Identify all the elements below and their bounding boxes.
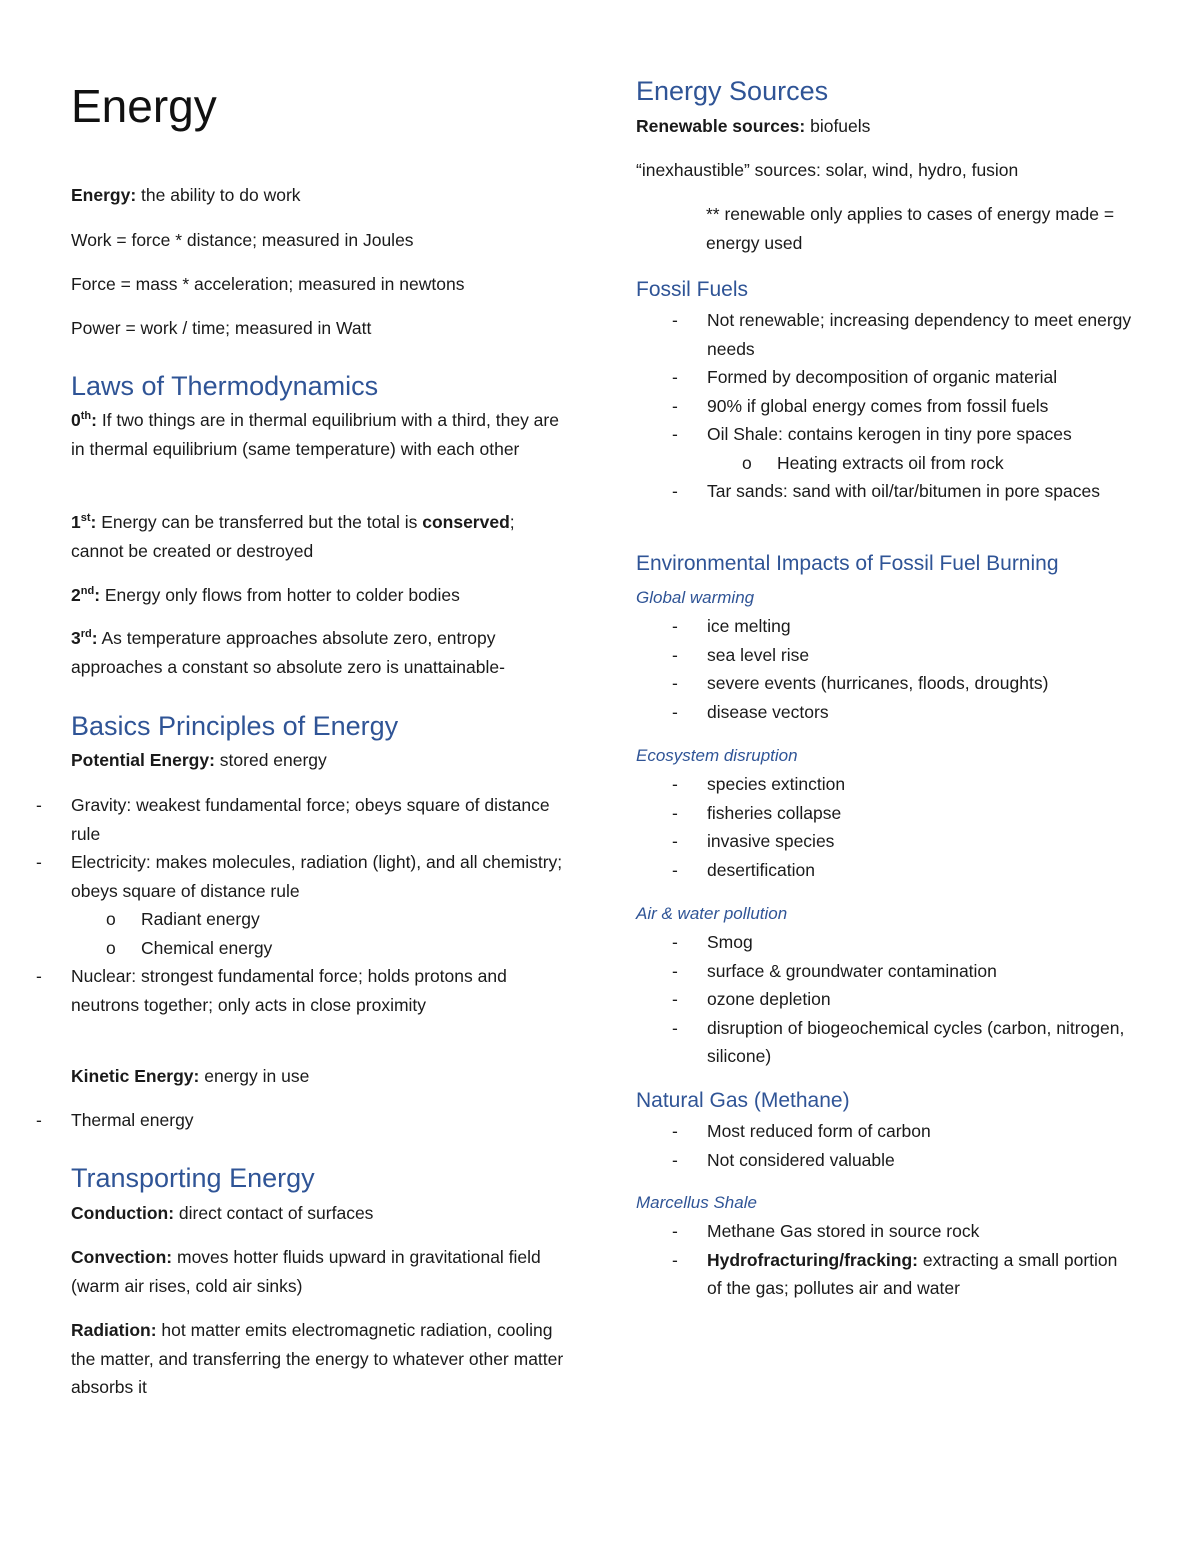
law-3: 3rd: As temperature approaches absolute zero, entropy approaches a constant so absolute zero is unattainable- [71,628,505,677]
sources-heading: Energy Sources [636,76,829,106]
force-definition: Force = mass * acceleration; measured in newtons [71,274,465,294]
ecosystem-heading: Ecosystem disruption [636,746,798,765]
inexhaustible-sources: “inexhaustible” sources: solar, wind, hydro, fusion [636,160,1019,180]
list-item: - disease vectors [672,701,829,722]
list-item: - Oil Shale: contains kerogen in tiny pore spaces [672,424,1072,444]
kinetic-energy: Kinetic Energy: energy in use [71,1066,310,1086]
radiation: Radiation: hot matter emits electromagnetic radiation, cooling the matter, and transferring the energy to whatever other matter absorbs it [71,1320,564,1397]
list-item: - Not renewable; increasing dependency to meet energy needs [672,310,1132,359]
list-item: - Gravity: weakest fundamental force; obeys square of distance rule [36,795,550,844]
list-item: - invasive species [672,831,835,851]
list-item: - Not considered valuable [672,1149,895,1170]
list-item: o Heating extracts oil from rock [742,452,1004,473]
list-item: - fisheries collapse [672,802,842,823]
list-item: - surface & groundwater contamination [672,960,997,981]
pollution-heading: Air & water pollution [636,904,788,923]
law-0: 0th: If two things are in thermal equilibrium with a third, they are in thermal equilibrium (same temperature) with each other [71,410,559,459]
kinetic-list [0,1106,571,1135]
fossil-heading: Fossil Fuels [636,278,749,301]
list-item: - sea level rise [672,644,810,665]
potential-list [0,791,571,1019]
thermo-heading: Laws of Thermodynamics [71,371,379,401]
list-item: - Formed by decomposition of organic material [672,367,1058,387]
potential-energy: Potential Energy: stored energy [71,750,327,770]
list-item: - disruption of biogeochemical cycles (carbon, nitrogen, silicone) [672,1017,1125,1066]
list-item: - 90% if global energy comes from fossil fuels [672,395,1049,416]
list-item: - Most reduced form of carbon [672,1121,931,1141]
list-item: - Thermal energy [36,1110,194,1130]
marcellus-list [636,1217,1136,1303]
list-item: - Tar sands: sand with oil/tar/bitumen in pore spaces [672,481,1100,501]
list-item: - Nuclear: strongest fundamental force; holds protons and neutrons together; only acts in close proximity [36,966,507,1015]
convection: Convection: moves hotter fluids upward in gravitational field (warm air rises, cold air sinks) [71,1247,541,1296]
marcellus-heading: Marcellus Shale [636,1193,757,1212]
conduction: Conduction: direct contact of surfaces [71,1203,374,1223]
natural-gas-heading: Natural Gas (Methane) [636,1089,850,1112]
list-item: - desertification [672,859,815,880]
pollution-list [636,928,1136,1071]
list-item: o Radiant energy [106,909,260,929]
global-warming-list [636,612,1136,726]
list-item: - species extinction [672,774,846,794]
fossil-list [636,306,1136,506]
list-item: - ozone depletion [672,989,831,1009]
law-2: 2nd: Energy only flows from hotter to colder bodies [71,585,460,605]
law-1: 1st: Energy can be transferred but the total is conserved; cannot be created or destroyed [71,512,515,561]
env-impacts-heading: Environmental Impacts of Fossil Fuel Burning [636,552,1059,575]
power-definition: Power = work / time; measured in Watt [71,318,372,338]
natural-gas-list [636,1117,1136,1174]
renewable-sources: Renewable sources: biofuels [636,116,871,136]
renewable-note: ** renewable only applies to cases of energy made = energy used [706,204,1115,253]
energy-definition: Energy: the ability to do work [71,185,301,205]
work-definition: Work = force * distance; measured in Joules [71,230,414,250]
basics-heading: Basics Principles of Energy [71,711,399,741]
list-item: - Smog [672,932,753,952]
list-item: - Hydrofracturing/fracking: extracting a small portion of the gas; pollutes air and water [672,1249,1118,1298]
list-item: - Methane Gas stored in source rock [672,1221,980,1241]
global-warming-heading: Global warming [636,588,755,607]
list-item: o Chemical energy [106,937,273,958]
list-item: - ice melting [672,616,791,636]
ecosystem-list [636,770,1136,884]
list-item: - Electricity: makes molecules, radiation (light), and all chemistry; obeys square of distance rule [36,852,563,901]
page-title: Energy [71,80,217,132]
transport-heading: Transporting Energy [71,1163,315,1193]
list-item: - severe events (hurricanes, floods, droughts) [672,673,1049,693]
